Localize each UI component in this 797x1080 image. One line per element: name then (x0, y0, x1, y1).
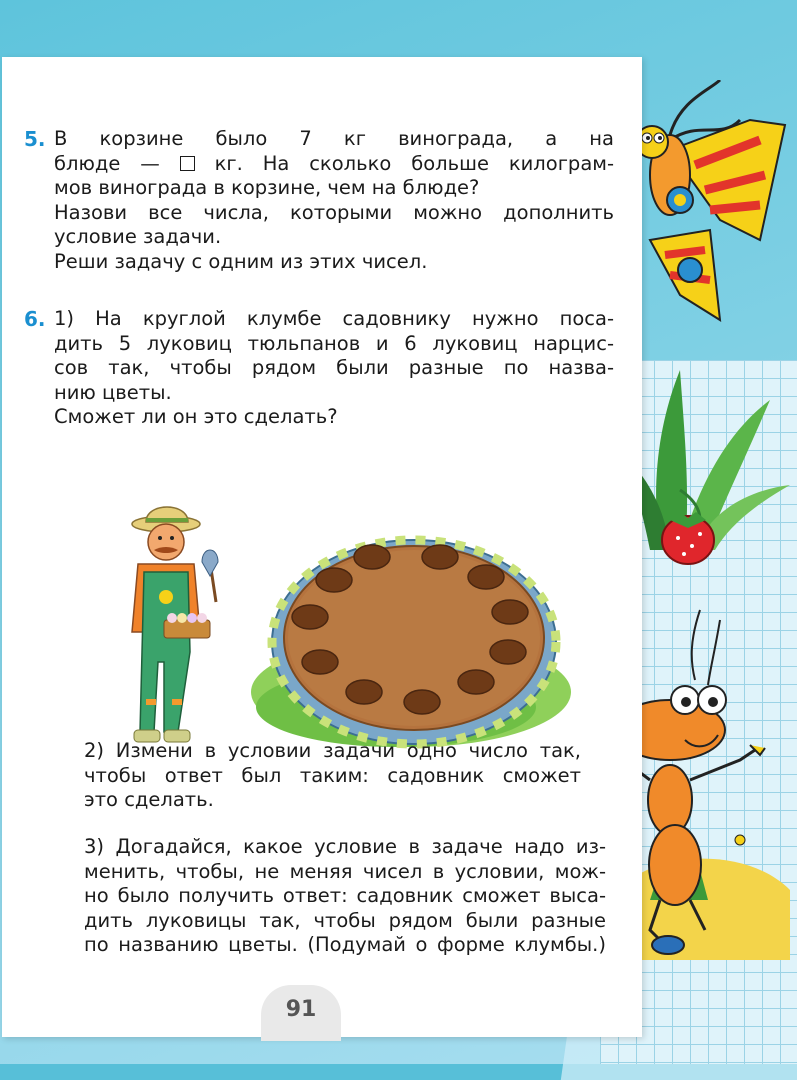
gardener (132, 507, 218, 742)
task-6-line: Сможет ли он это сделать? (54, 405, 338, 428)
task-5-line-prefix: блюде — (54, 151, 160, 175)
task-6-line: но было получить ответ: садовник сможет выса- (84, 884, 606, 907)
task-5-line: мов винограда в корзине, чем на блюде? (54, 176, 480, 199)
gardener-flowerbed-illustration (106, 502, 576, 762)
task-6-part-2 (84, 739, 581, 813)
task-6-line: 1) На круглой клумбе садовнику нужно поса- (54, 307, 614, 330)
task-6-line: это сделать. (84, 788, 214, 811)
task-6-line: чтобы ответ был таким: садовник сможет (84, 763, 581, 787)
task-6-part-3 (84, 835, 606, 958)
task-6-line: дить луковицы так, чтобы рядом были разные (84, 908, 606, 932)
task-6-part-1 (24, 307, 614, 430)
task-5-line: блюде — кг. На сколько больше килограм- (54, 151, 615, 175)
task-6-line: дить 5 луковиц тюльпанов и 6 луковиц нарцис- (54, 331, 614, 355)
task-5-line: Реши задачу с одним из этих чисел. (54, 249, 428, 273)
task-5 (24, 127, 615, 274)
task-6-line: 3) Догадайся, какое условие в задаче надо из- (84, 835, 606, 858)
blank-square-icon (180, 156, 195, 171)
task-5-line: Назови все числа, которыми можно дополнить (54, 200, 614, 224)
task-6-line: менить, чтобы, не меняя чисел в условии, мож- (84, 859, 606, 883)
task-5-number: 5. (24, 127, 46, 151)
task-6-number: 6. (24, 307, 46, 331)
task-6-line: 2) Измени в условии задачи одно число так, (84, 739, 581, 762)
textbook-page (2, 57, 642, 1037)
page-number-tab (261, 985, 341, 1035)
task-6-line: нию цветы. (54, 380, 172, 404)
grass-strawberry-illustration (640, 360, 797, 580)
task-5-line: В корзине было 7 кг винограда, а на (54, 127, 614, 150)
task-6-line: сов так, чтобы рядом были разные по назва- (54, 356, 614, 379)
task-6-line: по названию цветы. (Подумай о форме клумбы.) (84, 933, 606, 956)
page-number: 91 (285, 997, 317, 1022)
task-5-line: условие задачи. (54, 225, 222, 248)
